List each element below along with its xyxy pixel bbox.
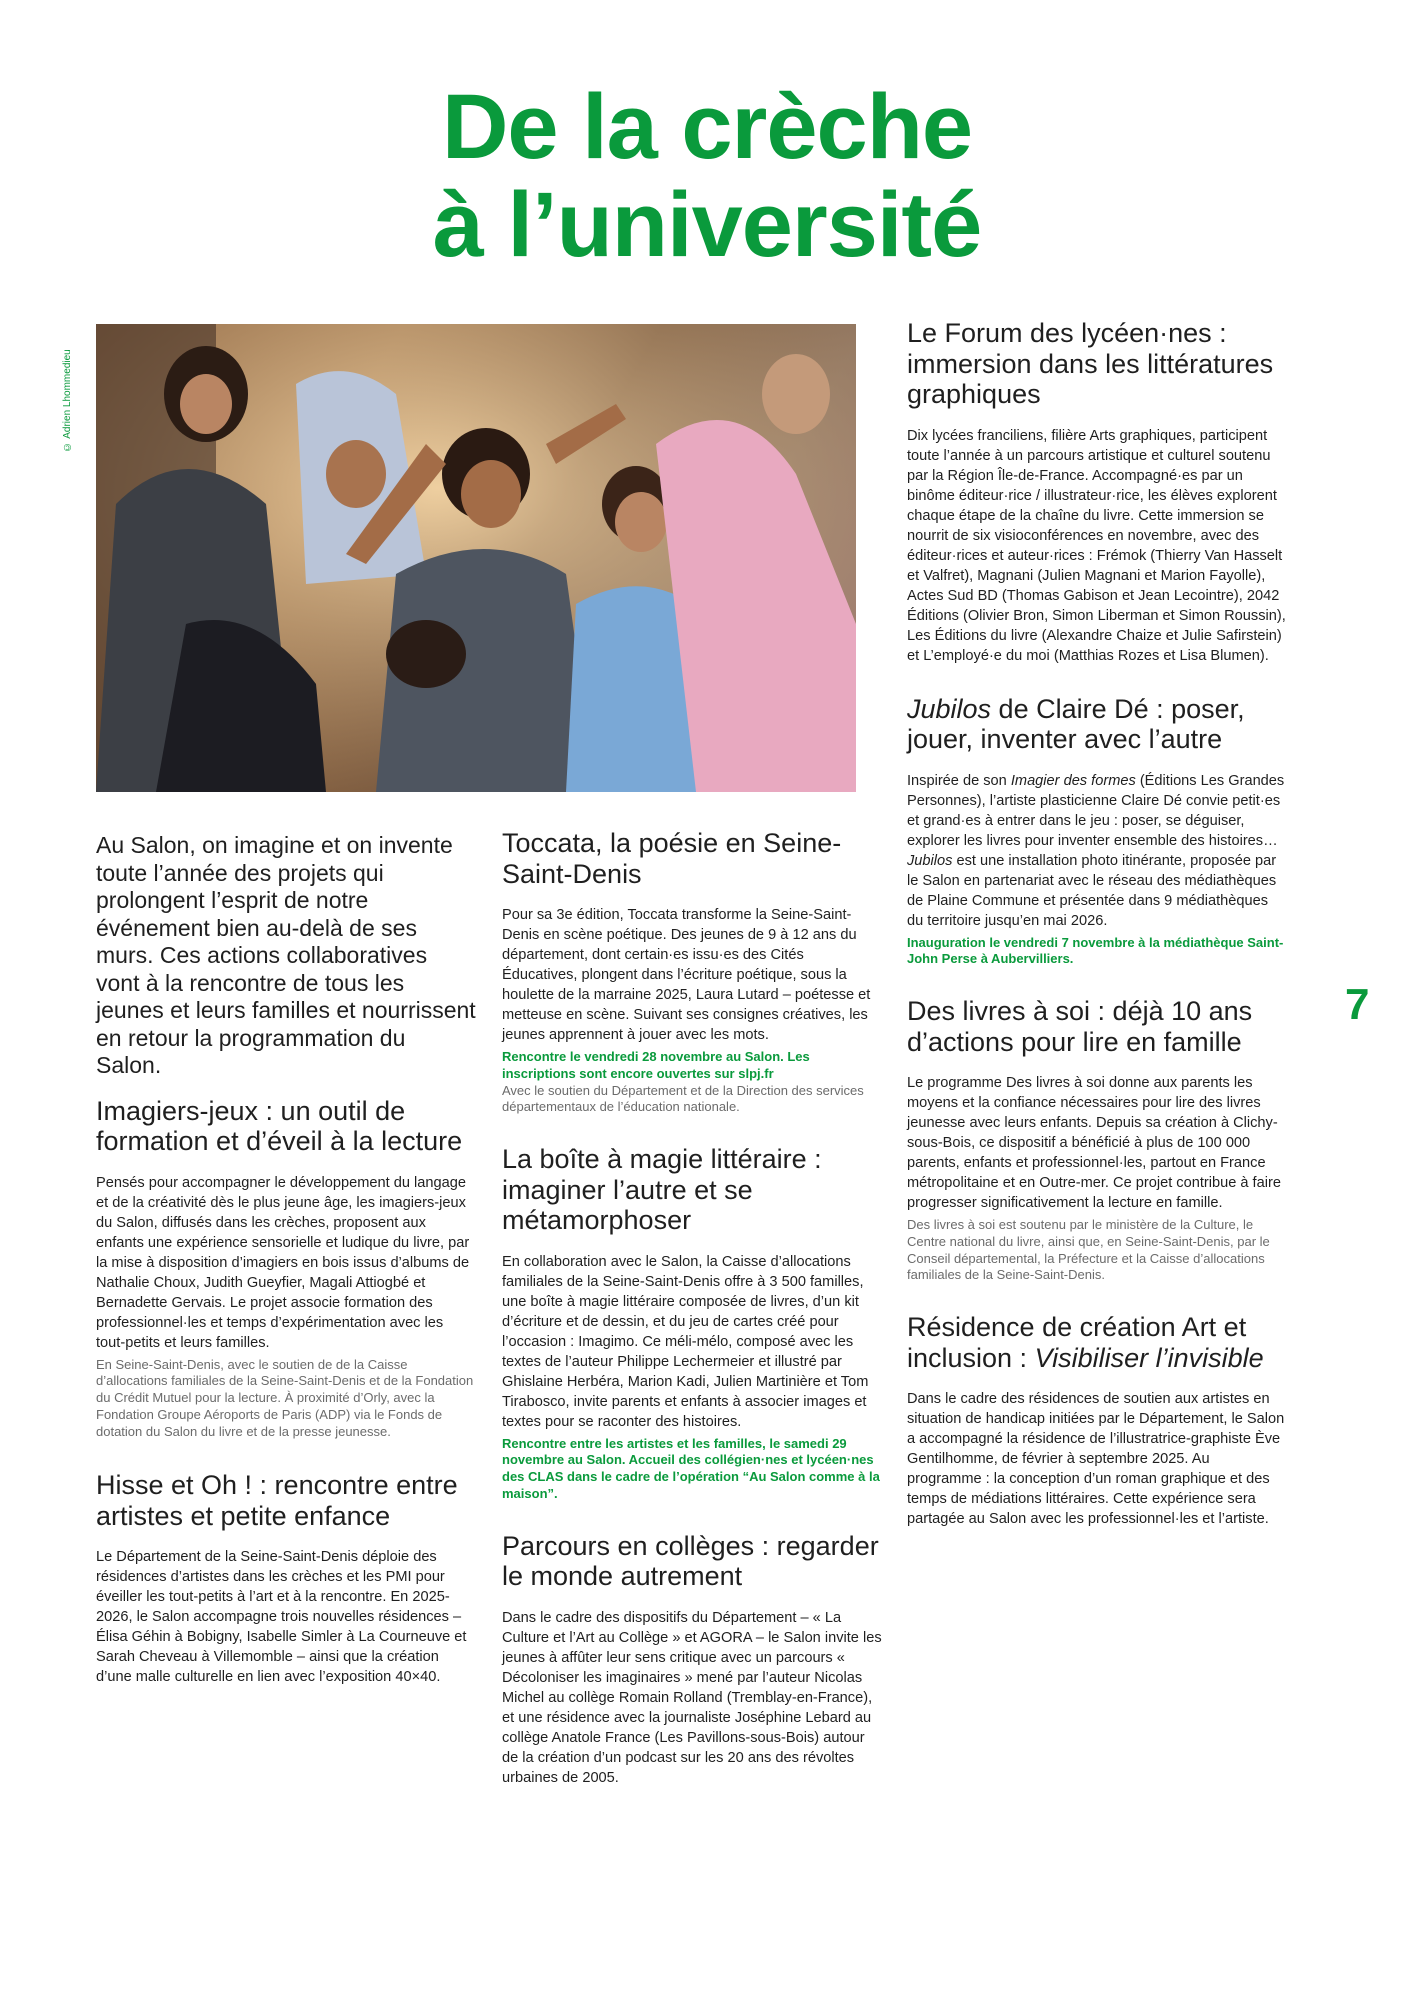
- jubilos-body-title: Jubilos: [907, 852, 953, 869]
- column-1: [96, 832, 476, 1717]
- jubilos-body-b: (Éditions Les Grandes Personnes), l’artiste plasticienne Claire Dé convie petit·es et grand·es à entrer dans le jeu : poser, se déguiser, explorer les livres pour inventer ensemble des histoires…: [907, 772, 1285, 849]
- toccata-info: Rencontre le vendredi 28 novembre au Salon. Les inscriptions sont encore ouvertes sur slpj.fr: [502, 1049, 810, 1081]
- jubilos-body-a: Inspirée de son: [907, 772, 1011, 789]
- intro-lead: Au Salon, on imagine et on invente toute l’année des projets qui prolongent l’esprit de notre événement bien au-delà de ses murs. Ces actions collaboratives vont à la rencontre de tous les jeunes et leurs familles et nourrissent en retour la programmation du Salon.: [96, 832, 476, 1078]
- boite-body: En collaboration avec le Salon, la Caisse d’allocations familiales de la Seine-Saint-Denis offre à 3 500 familles, une boîte à magie littéraire composée de livres, d’un kit d’écriture et de dessin, et du jeu de cartes créé pour l’occasion : Imagimo. Ce méli-mélo, composé avec les textes de l’auteur Philippe Lechermeier et illustré par Ghislaine Herbéra, Marion Kadi, Julien Martinière et Tom Tirabosco, invite parents et enfants à associer images et textes pour se raconter des histoires.: [502, 1253, 869, 1430]
- livres-heading: Des livres à soi : déjà 10 ans d’actions pour lire en famille: [907, 996, 1253, 1057]
- section-forum: [907, 318, 1287, 666]
- toccata-body: Pour sa 3e édition, Toccata transforme la Seine-Saint-Denis en scène poétique. Des jeunes de 9 à 12 ans du département, dont certain·es issu·es des Cités Éducatives, plongent dans l’écriture poétique, sous la houlette de la marraine 2025, Laura Lutard – poétesse et metteuse en scène. Suivant ses consignes créatives, les jeunes apprennent à jouer avec les mots.: [502, 907, 871, 1043]
- title-line-2: à l’université: [432, 174, 982, 276]
- column-3: [907, 318, 1287, 1557]
- imagiers-heading: Imagiers-jeux : un outil de formation et d’éveil à la lecture: [96, 1095, 463, 1156]
- hisse-body: Le Département de la Seine-Saint-Denis déploie des résidences d’artistes dans les crèches et les PMI pour éveiller les tout-petits à l’art et à la rencontre. En 2025-2026, le Salon accompagne trois nouvelles résidences – Élisa Géhin à Bobigny, Isabelle Simler à La Courneuve et Sarah Cheveau à Villemomble – ainsi que la création d’une malle culturelle en lien avec l’exposition 40×40.: [96, 1549, 467, 1686]
- section-livres: [907, 996, 1287, 1284]
- section-imagiers: [96, 1096, 476, 1441]
- livres-note: Des livres à soi est soutenu par le ministère de la Culture, le Centre national du livre, ainsi que, en Seine-Saint-Denis, par le Conseil départemental, la Préfecture et la Caisse d’allocations familiales de la Seine-Saint-Denis.: [907, 1217, 1270, 1283]
- jubilos-heading: [907, 694, 1287, 755]
- residence-heading-title: Visibiliser l’invisible: [1034, 1342, 1264, 1373]
- jubilos-body: [907, 771, 1287, 931]
- section-hisse: [96, 1470, 476, 1687]
- boite-heading: La boîte à magie littéraire : imaginer l’autre et se métamorphoser: [502, 1144, 822, 1236]
- livres-body: Le programme Des livres à soi donne aux parents les moyens et la confiance nécessaires pour lire des livres jeunesse avec leurs enfants. Depuis sa création à Clichy-sous-Bois, ce dispositif a bénéficié à plus de 100 000 parents, enfants et professionnel·les, partout en France métropolitaine et en Outre-mer. Ce projet contribue à faire progresser significativement la lecture en famille.: [907, 1075, 1281, 1212]
- photo-dancers-illustration: [96, 324, 856, 792]
- jubilos-body-book: Imagier des formes: [1010, 772, 1136, 789]
- section-parcours: [502, 1531, 882, 1788]
- forum-heading: Le Forum des lycéen·nes : immersion dans les littératures graphiques: [907, 318, 1274, 409]
- forum-body: Dix lycées franciliens, filière Arts graphiques, participent toute l’année à un parcours artistique et culturel soutenu par la Région Île-de-France. Accompagné·es par un binôme éditeur·rice / illustrateur·rice, les élèves explorent chaque étape de la chaîne du livre. Cette immersion se nourrit de six visioconférences en novembre, avec des éditeur·rices et auteur·rices : Frémok (Thierry Van Hasselt et Valfret), Magnani (Julien Magnani et Marion Fayolle), Actes Sud BD (Thomas Gabison et Jean Lecointre), 2042 Éditions (Olivier Bron, Simon Liberman et Simon Roussin), Les Éditions du livre (Alexandre Chaize et Julie Safirstein) et L’employé·e du moi (Matthias Rozes et Lisa Blumen).: [907, 427, 1286, 664]
- column-2: [502, 828, 882, 1816]
- jubilos-heading-rest: de Claire Dé : poser, jouer, inventer avec l’autre: [907, 693, 1245, 754]
- section-jubilos: [907, 694, 1287, 969]
- toccata-note: Avec le soutien du Département et de la Direction des services départementaux de l’éducation nationale.: [502, 1082, 864, 1115]
- jubilos-body-c: est une installation photo itinérante, proposée par le Salon en partenariat avec le réseau des médiathèques de Plaine Commune et présentée dans 9 médiathèques du territoire jusqu’en mai 2026.: [907, 852, 1277, 929]
- toccata-heading: Toccata, la poésie en Seine-Saint-Denis: [502, 828, 842, 889]
- page-title: [0, 78, 1414, 274]
- photo-credit: © Adrien Lhommedieu: [62, 349, 73, 452]
- section-residence: [907, 1312, 1287, 1529]
- imagiers-note: En Seine-Saint-Denis, avec le soutien de de la Caisse d’allocations familiales de la Seine-Saint-Denis et de la Fondation du Crédit Mutuel pour la lecture. À proximité d’Orly, avec la Fondation Groupe Aéroports de Paris (ADP) via le Fonds de dotation du Salon du livre et de la presse jeunesse.: [96, 1356, 474, 1439]
- jubilos-heading-title: Jubilos: [907, 693, 992, 724]
- residence-body: Dans le cadre des résidences de soutien aux artistes en situation de handicap initiées par le Département, le Salon a accompagné la résidence de l’illustratrice-graphiste Ève Gentilhomme, de février à septembre 2025. Au programme : la conception d’un roman graphique et des temps de médiations littéraires. Cette expérience sera partagée au Salon avec les professionnel·les et l’artiste.: [907, 1391, 1285, 1528]
- section-toccata: [502, 828, 882, 1116]
- hero-photo: [96, 324, 856, 792]
- section-boite: [502, 1144, 882, 1503]
- residence-heading-a: Résidence de création Art et inclusion :: [907, 1312, 1247, 1373]
- imagiers-body: Pensés pour accompagner le développement du langage et de la créativité dès le plus jeune âge, les imagiers-jeux du Salon, diffusés dans les crèches, proposent aux enfants une expérience sensorielle et ludique du livre, par la mise à disposition d’imagiers en bois issus d’albums de Nathalie Choux, Judith Gueyfier, Magali Attiogbé et Bernadette Gervais. Le projet associe formation des professionnel·les et temps d’expérimentation avec les tout-petits et leurs familles.: [96, 1174, 470, 1351]
- parcours-body: Dans le cadre des dispositifs du Département – « La Culture et l’Art au Collège » et AGORA – le Salon invite les jeunes à affûter leur sens critique avec un parcours « Décoloniser les imaginaires » mené par l’auteur Nicolas Michel au collège Romain Rolland (Tremblay-en-France), et une résidence avec la journaliste Joséphine Lebard au collège Anatole France (Les Pavillons-sous-Bois) autour de la création d’un podcast sur les 20 ans des révoltes urbaines de 2005.: [502, 1609, 882, 1786]
- page-number: 7: [1345, 980, 1370, 1029]
- hisse-heading: Hisse et Oh ! : rencontre entre artistes et petite enfance: [96, 1470, 458, 1531]
- title-line-1: De la crèche: [441, 76, 973, 178]
- jubilos-info: Inauguration le vendredi 7 novembre à la médiathèque Saint-John Perse à Aubervilliers.: [907, 934, 1284, 967]
- parcours-heading: Parcours en collèges : regarder le monde autrement: [502, 1530, 879, 1592]
- boite-info: Rencontre entre les artistes et les familles, le samedi 29 novembre au Salon. Accueil des collégien·nes et lycéen·nes des CLAS dans le cadre de l’opération “Au Salon comme à la maison”.: [502, 1435, 880, 1502]
- residence-heading: [907, 1312, 1287, 1373]
